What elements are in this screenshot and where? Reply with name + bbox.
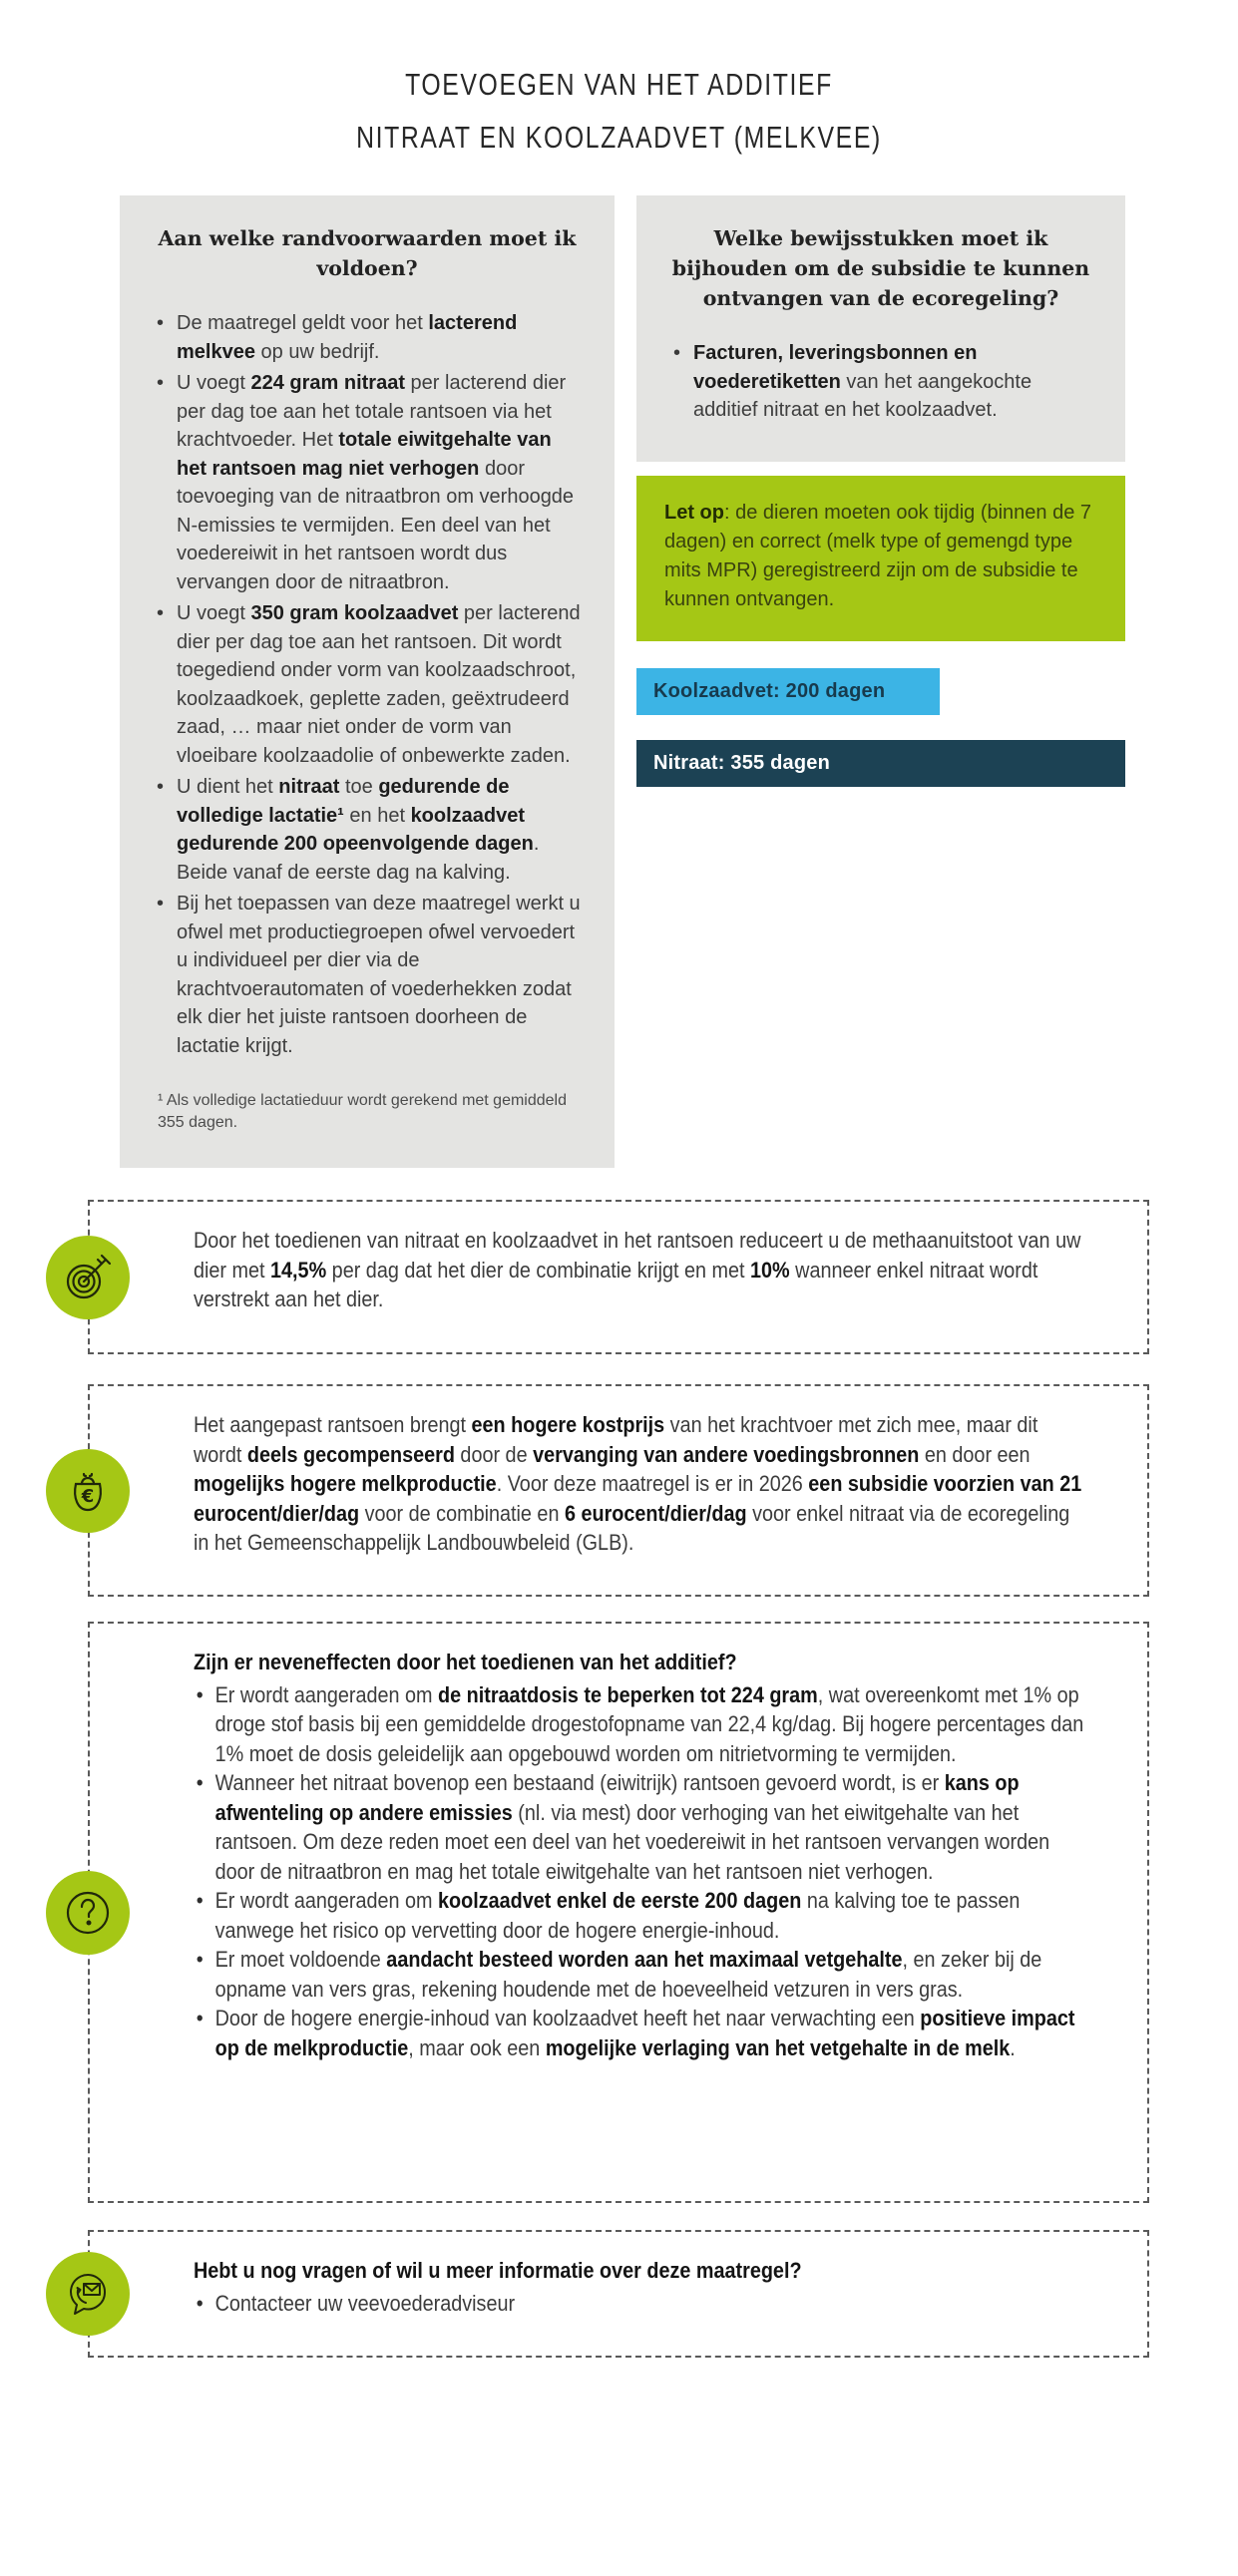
side-effect-item: • Door de hogere energie-inhoud van koolzaadvet heeft het naar verwachting een positieve impact op de melkproductie, maar ook een mogelijke verlaging van het vetgehalte in de melk. bbox=[194, 2004, 1088, 2062]
cost-text: Het aangepast rantsoen brengt een hogere kostprijs van het krachtvoer met zich mee, maar dit wordt deels gecompenseerd door de vervanging van andere voedingsbronnen en door een mogelijks hogere melkproductie. Voor deze maatregel is er in 2026 een subsidie voorzien van 21 eurocent/dier/dag voor de combinatie en 6 eurocent/dier/dag voor enkel nitraat via de ecoregeling in het Gemeenschappelijk Landbouwbeleid (GLB). bbox=[194, 1412, 1082, 1555]
evidence-box bbox=[636, 195, 1125, 462]
contact-heading: Hebt u nog vragen of wil u meer informatie over deze maatregel? bbox=[194, 2258, 802, 2283]
lactation-footnote: ¹ Als volledige lactatieduur wordt gerekend met gemiddeld 355 dagen. bbox=[158, 1092, 568, 1131]
contact-item: • Contacteer uw veevoederadviseur bbox=[194, 2289, 1088, 2319]
bar-koolzaadvet-label: Koolzaadvet: 200 dagen bbox=[653, 679, 886, 702]
notice-box: Let op: de dieren moeten ook tijdig (binnen de 7 dagen) en correct (melk type of gemengd type mits MPR) geregistreerd zijn om de subsidie te kunnen ontvangen. bbox=[636, 476, 1125, 641]
condition-item: • U voegt 350 gram koolzaadvet per lacterend dier per dag toe aan het rantsoen. Dit wordt toegediend onder vorm van koolzaadschroot, koolzaadkoek, geplette zaden, geëxtrudeerd zaad, … maar niet onder de vorm van vloeibare koolzaadolie of onbewerkte zaden. bbox=[156, 599, 581, 770]
conditions-list bbox=[154, 309, 581, 1060]
evidence-list bbox=[670, 339, 1091, 425]
side-effects-list bbox=[194, 1680, 1088, 2063]
bar-nitraat-label: Nitraat: 355 dagen bbox=[653, 751, 830, 774]
infobox-cost bbox=[81, 1384, 1149, 1597]
conditions-box bbox=[120, 195, 615, 1168]
methane-text: Door het toedienen van nitraat en koolzaadvet in het rantsoen reduceert u de methaanuitstoot van uw dier met 14,5% per dag dat het dier de combinatie krijgt en met 10% wanneer enkel nitraat wordt verstrekt aan het dier. bbox=[194, 1228, 1081, 1311]
page-title-line1: TOEVOEGEN VAN HET ADDITIEF bbox=[405, 67, 833, 102]
evidence-heading: Welke bewijsstukken moet ik bijhouden om de subsidie te kunnen ontvangen van de ecoregeling? bbox=[671, 226, 1090, 310]
side-effect-item: • Er wordt aangeraden om de nitraatdosis te beperken tot 224 gram, wat overeenkomt met 1% op droge stof basis bij een gemiddelde drogestofopname van 22,4 kg/dag. Bij hogere percentages dan 1% moet de dosis geleidelijk aan opgebouwd worden om nitrietvorming te vermijden. bbox=[194, 1680, 1088, 1769]
infobox-side-effects bbox=[88, 1622, 1149, 2203]
question-icon bbox=[46, 1871, 130, 1955]
infobox-contact bbox=[88, 2230, 1149, 2358]
euro-purse-icon bbox=[46, 1449, 130, 1533]
target-icon bbox=[46, 1236, 130, 1319]
side-effect-item: • Er moet voldoende aandacht besteed worden aan het maximaal vetgehalte, en zeker bij de opname van vers gras, rekening houdende met de hoeveelheid vetzuren in vers gras. bbox=[194, 1945, 1088, 2004]
condition-item: • Bij het toepassen van deze maatregel werkt u ofwel met productiegroepen ofwel vervoedert u individueel per dier via de krachtvoerautomaten of voederhekken zodat elk dier het juiste rantsoen doorheen de lactatie krijgt. bbox=[156, 890, 581, 1060]
bar-nitraat bbox=[636, 740, 1125, 787]
infobox-methane bbox=[88, 1200, 1149, 1354]
right-column bbox=[636, 195, 1125, 787]
side-effect-item: • Wanneer het nitraat bovenop een bestaand (eiwitrijk) rantsoen gevoerd wordt, is er kans op afwenteling op andere emissies (nl. via mest) door verhoging van het eiwitgehalte van het rantsoen. Om deze reden moet een deel van het voedereiwit in het rantsoen vervangen worden door de nitraatbron en mag het totale eiwitgehalte van het rantsoen niet verhogen. bbox=[194, 1768, 1088, 1886]
phone-mail-icon bbox=[46, 2252, 130, 2336]
condition-item: • U dient het nitraat toe gedurende de volledige lactatie¹ en het koolzaadvet gedurende 200 opeenvolgende dagen. Beide vanaf de eerste dag na kalving. bbox=[156, 773, 581, 887]
page-title bbox=[124, 0, 1114, 164]
two-column-section bbox=[120, 195, 1125, 1168]
evidence-item: • Facturen, leveringsbonnen en voederetiketten van het aangekochte additief nitraat en het koolzaadvet. bbox=[672, 339, 1091, 425]
condition-item: • De maatregel geldt voor het lacterend melkvee op uw bedrijf. bbox=[156, 309, 581, 366]
contact-list bbox=[194, 2289, 1088, 2319]
side-effects-heading: Zijn er neveneffecten door het toedienen van het additief? bbox=[194, 1650, 737, 1674]
condition-item: • U voegt 224 gram nitraat per lacterend dier per dag toe aan het totale rantsoen via het krachtvoeder. Het totale eiwitgehalte van het rantsoen mag niet verhogen door toevoeging van de nitraatbron om verhoogde N-emissies te vermijden. Een deel van het voedereiwit in het rantsoen wordt dus vervangen door de nitraatbron. bbox=[156, 369, 581, 596]
page-title-line2: NITRAAT EN KOOLZAADVET (MELKVEE) bbox=[356, 120, 882, 155]
side-effect-item: • Er wordt aangeraden om koolzaadvet enkel de eerste 200 dagen na kalving toe te passen vanwege het risico op vervetting door de hogere energie-inhoud. bbox=[194, 1886, 1088, 1945]
conditions-heading: Aan welke randvoorwaarden moet ik voldoen? bbox=[158, 226, 577, 280]
svg-text:€: € bbox=[81, 1485, 95, 1507]
bar-koolzaadvet bbox=[636, 668, 940, 715]
